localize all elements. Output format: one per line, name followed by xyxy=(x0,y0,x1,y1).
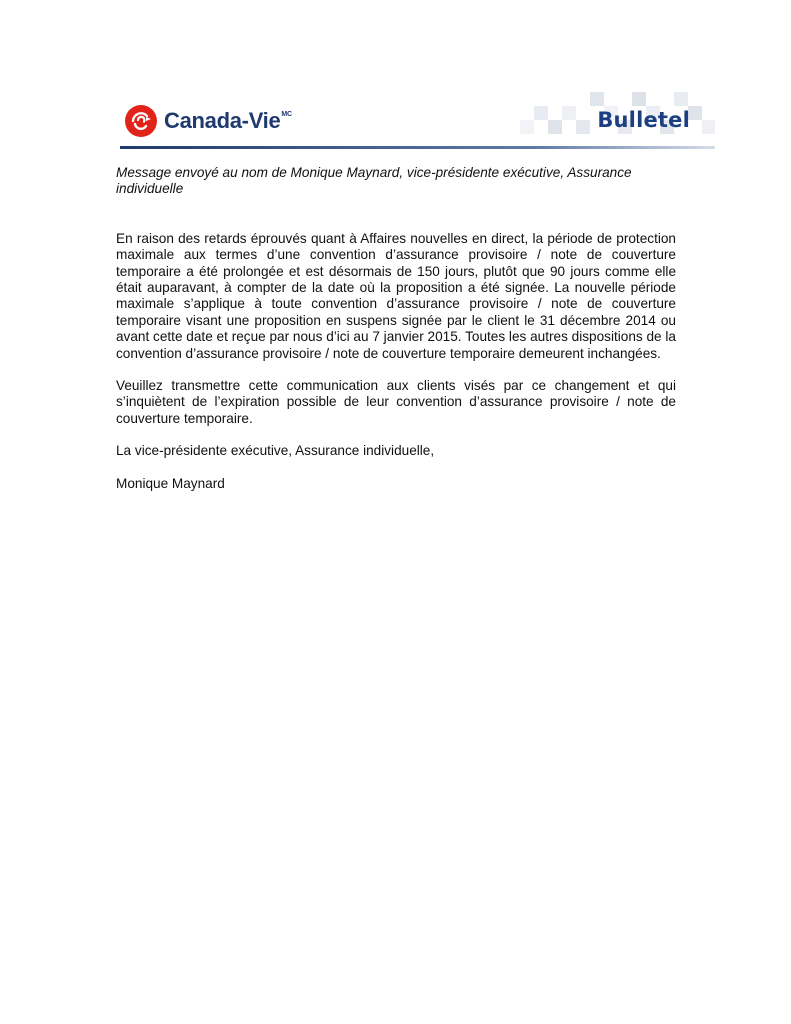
trademark-mark: MC xyxy=(281,111,292,118)
letterhead xyxy=(120,92,720,152)
signature-name: Monique Maynard xyxy=(116,475,225,491)
paragraph-forward-request: Veuillez transmettre cette communication aux clients visés par ce changement et qui s’inquiètent de l’expiration possible de leur convention d’assurance provisoire / note de couverture temporaire. xyxy=(116,378,676,426)
logo-text: Canada-Vie$^{MC}$ xyxy=(164,108,292,133)
memo-body xyxy=(116,165,676,492)
paragraph-extension-notice: En raison des retards éprouvés quant à Affaires nouvelles en direct, la période de protection maximale aux termes d’une convention d’assurance provisoire / note de couverture temporaire a été prolongée et est désormais de 150 jours, plutôt que 90 jours comme elle était auparavant, à compter de la date où la proposition a été signée. La nouvelle période maximale s’applique à toute convention d’assurance provisoire / note de couverture temporaire visant une proposition en suspens signée par le client le 31 décembre 2014 ou avant cette date et reçue par nous d’ici au 7 janvier 2015. Toutes les autres dispositions de la convention d’assurance provisoire / note de couverture temporaire demeurent inchangées. xyxy=(116,230,676,361)
closing-title: La vice-présidente exécutive, Assurance individuelle, xyxy=(116,443,435,459)
bulletin-title: Bulletel xyxy=(597,108,690,132)
canada-vie-logo xyxy=(124,104,292,138)
header-divider xyxy=(120,146,715,149)
canada-vie-swirl-icon xyxy=(124,104,158,138)
intro-message: Message envoyé au nom de Monique Maynard, vice-présidente exécutive, Assurance individuelle xyxy=(116,165,632,197)
